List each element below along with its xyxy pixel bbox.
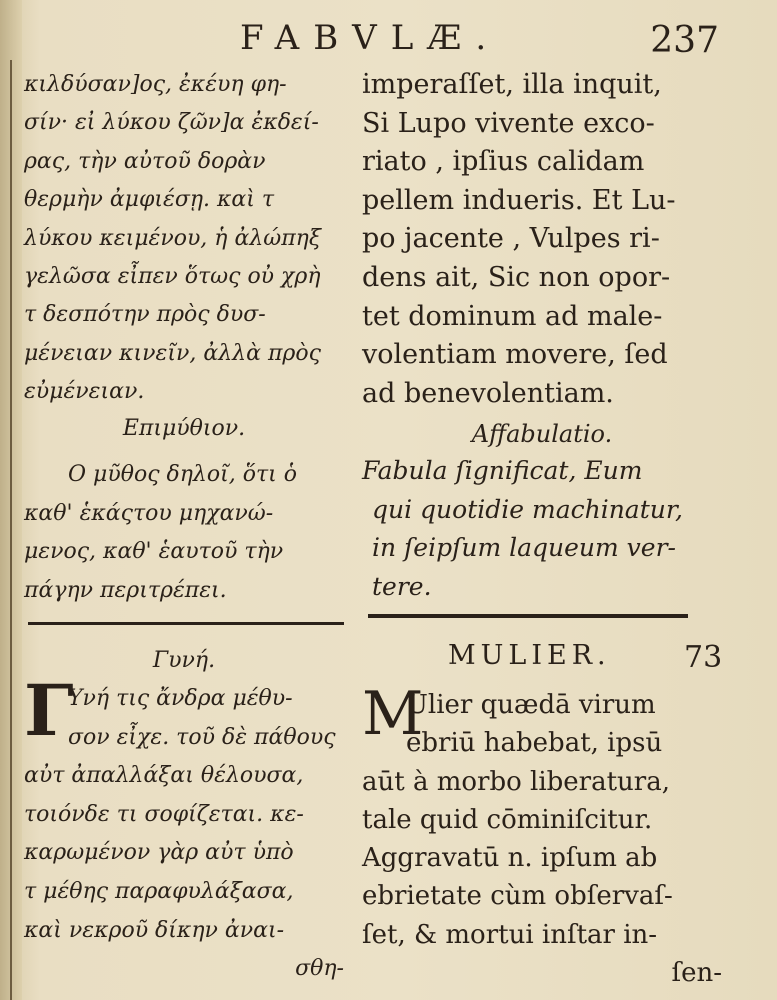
text-line: ebrietate cùm obſervaſ-	[362, 881, 673, 912]
text-line: θερμὴν ἀμφιέσῃ. καὶ τ	[24, 187, 275, 213]
text-line: ſet, & mortui inſtar in-	[362, 919, 658, 950]
epimythion-heading: Επιμύθιον.	[122, 416, 246, 441]
text-line: σθη-	[295, 956, 344, 982]
drop-cap-m: M	[362, 679, 424, 749]
section-divider-left	[28, 622, 344, 625]
mulier-text	[362, 679, 722, 992]
gutter-rule	[10, 60, 12, 1000]
mulier-heading: MULIER.	[448, 640, 611, 671]
page-number: 237	[650, 20, 719, 61]
affabulatio-heading: Affabulatio.	[471, 420, 613, 448]
text-line: imperaſſet, illa inquit,	[362, 69, 662, 100]
text-line: τοιόνδε τι σοφίζεται. κε-	[24, 801, 304, 827]
text-line: πάγην περιτρέπει.	[24, 577, 227, 603]
text-line: καθ' ἑκάςτου μηχανώ-	[24, 500, 274, 526]
latin-text-block	[362, 66, 722, 413]
text-line: Υνή τις ἄνδρα μέθυ-	[68, 686, 293, 711]
text-line: ebriū habebat, ipsū	[406, 728, 663, 759]
text-line: σον εἶχε. τοῦ δὲ πάθους	[68, 724, 336, 750]
text-line: γελῶσα εἶπεν ὅτως οὐ χρὴ	[24, 264, 321, 290]
drop-cap-gamma: Γ	[24, 669, 74, 752]
text-line: ad benevolentiam.	[362, 377, 614, 409]
greek-text-block	[24, 66, 344, 412]
text-line: Ο μῦθος δηλοῖ, ὅτι ὁ	[68, 462, 298, 487]
text-line: Si Lupo vivente exco-	[362, 107, 655, 139]
text-line: tere.	[372, 571, 432, 601]
text-line: Fabula ſignificat, Eum	[362, 456, 643, 485]
text-line: dens ait, Sic non opor-	[362, 261, 671, 293]
text-line: μένειαν κινεῖν, ἀλλὰ πρὸς	[24, 340, 321, 366]
text-line: καρωμένον γὰρ αὐτ ὑπὸ	[24, 840, 294, 866]
text-line: volentiam movere, ſed	[362, 339, 668, 371]
text-line: tale quid cōminiſcitur.	[362, 804, 653, 835]
text-line: qui quotidie machinatur,	[372, 494, 683, 524]
text-line: μενος, καθ' ἑαυτοῦ τὴν	[24, 539, 284, 565]
gyne-text	[24, 669, 344, 989]
affabulatio-text	[362, 452, 722, 606]
text-line: λύκου κειμένου, ἡ ἀλώπηξ	[24, 225, 321, 251]
text-line: aūt à morbo liberatura,	[362, 766, 671, 797]
text-line: Ulier quædā virum	[406, 690, 656, 720]
running-head: FABVLÆ.	[240, 18, 501, 58]
text-line: Aggravatū n. ipſum ab	[362, 843, 658, 874]
text-line: pellem indueris. Et Lu-	[362, 184, 676, 216]
text-line: riato , ipſius calidam	[362, 146, 645, 178]
text-line: ſen-	[671, 958, 722, 989]
text-line: tet dominum ad male-	[362, 300, 663, 332]
section-divider-right	[368, 614, 688, 618]
text-line: καὶ νεκροῦ δίκην ἀναι-	[24, 917, 285, 943]
text-line: in ſeipſum laqueum ver-	[372, 533, 676, 562]
text-line: ρας, τὴν αὐτοῦ δορὰν	[24, 148, 266, 174]
epimythion-text	[24, 456, 344, 610]
text-line: κιλδύσαν]ος, ἐκέυη φη-	[24, 72, 287, 97]
text-line: σίν· εἰ λύκου ζῶν]α ἐκδεί-	[24, 110, 319, 136]
text-line: τ μέθης παραφυλάξασα,	[24, 878, 294, 904]
text-line: τ δεσπότην πρὸς δυσ-	[24, 302, 266, 328]
gyne-heading: Γυνή.	[152, 648, 216, 673]
fable-number: 73	[684, 640, 723, 675]
text-line: po jacente , Vulpes ri-	[362, 223, 660, 255]
text-line: αὐτ ἀπαλλάξαι θέλουσα,	[24, 763, 304, 789]
text-line: εὐμένειαν.	[24, 379, 145, 405]
